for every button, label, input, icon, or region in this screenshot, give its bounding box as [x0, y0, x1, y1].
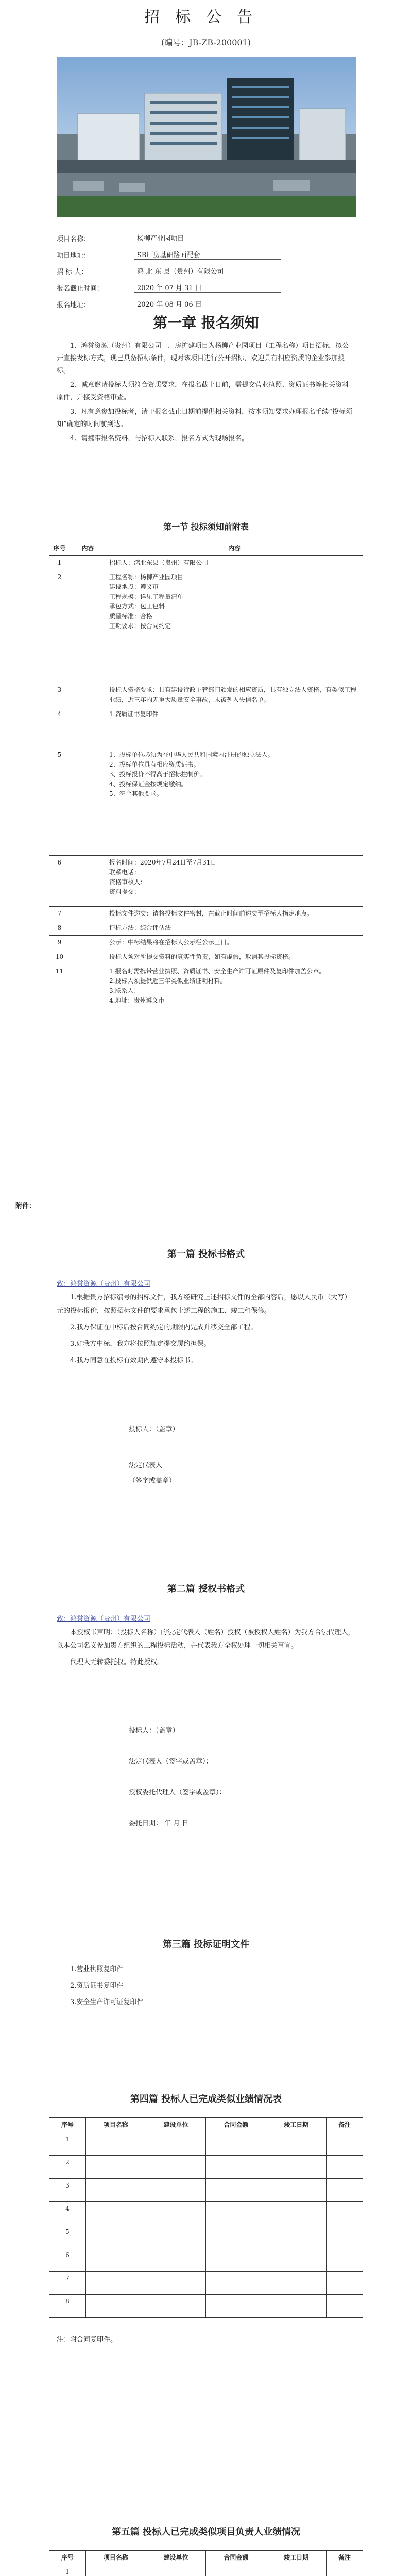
table-row: [49, 541, 363, 556]
column-header: 建设单位: [146, 2551, 206, 2565]
table-cell-content: 招标人：鸿北东县（贵州）有限公司: [106, 556, 363, 570]
table-cell-n: 2: [49, 570, 70, 683]
table-cell-item: [70, 964, 106, 1041]
addressee: 致：鸿誉资源（贵州）有限公司: [57, 1280, 151, 1288]
table-cell-item: [70, 683, 106, 707]
table-cell-item: [70, 936, 106, 950]
column-header: 竣工日期: [266, 2551, 327, 2565]
table-cell: [327, 2132, 363, 2156]
table-row: [49, 921, 363, 936]
table-cell: [327, 2225, 363, 2248]
performance-table: [49, 2117, 363, 2318]
table-cell: [85, 2295, 146, 2318]
table-row: [49, 556, 363, 570]
table-cell: [146, 2156, 206, 2179]
table-cell: [206, 2295, 266, 2318]
table-cell-n: 7: [49, 907, 70, 921]
column-header: 序号: [49, 2551, 86, 2565]
table-cell: [146, 2179, 206, 2202]
info-row: 项目名称： 杨柳产业园项目: [57, 227, 355, 243]
table-cell: 1: [49, 2132, 86, 2156]
table-cell-content: 1.资质证书复印件: [106, 707, 363, 748]
table-cell: [206, 2179, 266, 2202]
table-cell-content: 公示：中标结果将在招标人公示栏公示三日。: [106, 936, 363, 950]
table-cell-content: 工程名称：杨柳产业园项目 建设地点：遵义市 工程规模：详见工程量清单 承包方式：包工包料 质量标准：合格 工期要求：按合同约定: [106, 570, 363, 683]
table-cell-n: 10: [49, 950, 70, 964]
table-cell-item: [70, 856, 106, 907]
table-row: [49, 950, 363, 964]
column-header: 项目名称: [85, 2551, 146, 2565]
table-cell: [327, 2272, 363, 2295]
table-cell-content: 报名时间：2020年7月24日至7月31日 联系电话： 资格审核人： 资料提交：: [106, 856, 363, 907]
document-title: 招标公告: [144, 8, 268, 26]
manager-performance-table: [49, 2550, 363, 2576]
table-row: [49, 2248, 363, 2272]
column-header: 备注: [327, 2118, 363, 2132]
table-row: [49, 707, 363, 748]
table-row: [49, 856, 363, 907]
table-cell-item: [70, 950, 106, 964]
table-row: [49, 2272, 363, 2295]
table-title: 第一节 投标须知前附表: [163, 522, 249, 532]
table-cell: [146, 2132, 206, 2156]
info-row: 报名截止时间： 2020 年 07 月 31 日: [57, 276, 355, 293]
column-header: 备注: [327, 2551, 363, 2565]
table-cell: [85, 2248, 146, 2272]
table-cell: [85, 2225, 146, 2248]
table-row: [49, 936, 363, 950]
table-cell-content: 投标文件递交：请将投标文件密封，在截止时间前递交至招标人指定地点。: [106, 907, 363, 921]
table-cell: [85, 2272, 146, 2295]
table-cell: [146, 2295, 206, 2318]
table-cell: [266, 2202, 327, 2225]
table-cell: 2: [49, 2156, 86, 2179]
table-cell-n: 1: [49, 556, 70, 570]
table-cell-item: [70, 570, 106, 683]
table-cell: [206, 2225, 266, 2248]
table-cell-content: 1.报名时需携带营业执照、资质证书、安全生产许可证原件及复印件加盖公章。 2.投标人须提供近三年类似业绩证明材料。 3.联系人： 4.地址：贵州遵义市: [106, 964, 363, 1041]
table-row: [49, 2156, 363, 2179]
table-cell: [266, 2272, 327, 2295]
table-cell: [146, 2565, 206, 2576]
column-header: 建设单位: [146, 2118, 206, 2132]
table-cell: [266, 2132, 327, 2156]
table-row: [49, 907, 363, 921]
section-title: 第四篇 投标人已完成类似业绩情况表: [130, 2094, 282, 2105]
table-cell: 3: [49, 2179, 86, 2202]
table-cell: [146, 2202, 206, 2225]
column-header: 项目名称: [85, 2118, 146, 2132]
table-row: [49, 748, 363, 856]
table-row: [49, 2202, 363, 2225]
table-cell-item: 内容: [70, 541, 106, 556]
table-cell: [266, 2565, 327, 2576]
table-cell: [85, 2132, 146, 2156]
table-note: 注：附合同复印件。: [57, 2336, 117, 2344]
table-row: [49, 964, 363, 1041]
table-cell: [146, 2225, 206, 2248]
table-cell: 4: [49, 2202, 86, 2225]
table-cell-n: 序号: [49, 541, 70, 556]
table-cell: [327, 2202, 363, 2225]
table-cell: [85, 2179, 146, 2202]
table-cell: [327, 2565, 363, 2576]
table-cell-content: 内容: [106, 541, 363, 556]
table-cell: [266, 2248, 327, 2272]
table-cell: [85, 2202, 146, 2225]
table-cell-item: [70, 556, 106, 570]
table-cell: [206, 2132, 266, 2156]
attachment-label: 附件：: [15, 1202, 36, 1210]
section-title: 第一篇 投标书格式: [167, 1249, 245, 1260]
table-cell-n: 4: [49, 707, 70, 748]
table-row: [49, 570, 363, 683]
table-row: [49, 2565, 363, 2576]
intro-text: 1、鸿誉资源（贵州）有限公司一厂房扩建项目为杨柳产业园项目（工程名称）项目招标，拟公开直接发标方式，现已具备招标条件，现对该项目进行公开招标，欢迎具有相应资质的企业参加投标。 2、诚意邀请投标人须符合资质要求，在报名截止日前，需提交营业执照、资质证书等相关资料原件，并接受资格审查。 3、凡有意参加投标者，请于报名截止日期前提供相关资料，按本须知要求办理报名手续“投标须知”确定的时间前到达。 4、请携带报名资料，与招标人联系，报名方式为现场报名。: [57, 342, 352, 443]
table-cell: [206, 2248, 266, 2272]
table-cell-n: 3: [49, 683, 70, 707]
table-cell-content: 投标人资格要求：具有建设行政主管部门颁发的相应资质，具有独立法人资格，有类似工程业绩，近三年内无重大质量安全事故，未被列入失信名单。: [106, 683, 363, 707]
table-row: [49, 2295, 363, 2318]
table-cell: [327, 2295, 363, 2318]
chapter-title: 第一章 报名须知: [153, 314, 259, 331]
table-cell: [85, 2565, 146, 2576]
column-header: 序号: [49, 2118, 86, 2132]
table-cell-content: 投标人须对所提交资料的真实性负责，如有虚假，取消其投标资格。: [106, 950, 363, 964]
table-row: [49, 2132, 363, 2156]
table-row: [49, 2179, 363, 2202]
signature-block: 投标人：（盖章） 法定代表人（签字或盖章）： 授权委托代理人（签字或盖章）： 委托日期： 年 月 日: [129, 1727, 226, 1827]
table-cell-n: 6: [49, 856, 70, 907]
table-row: [49, 2225, 363, 2248]
section-body: 致：鸿誉资源（贵州）有限公司 1.根据贵方招标编号的招标文件，我方经研究上述招标文件的全部内容后，愿以人民币（大写）元的投标报价，按照招标文件的要求承包上述工程的施工、竣工和保修。 2.我方保证在中标后按合同约定的期限内完成并移交全部工程。 3.如我方中标，我方将按照规定提交履约担保。 4.我方同意在投标有效期内遵守本投标书。: [57, 1278, 355, 1370]
signature-block: 投标人：（盖章） 法定代表人 （签字或盖章）: [129, 1426, 179, 1485]
table-cell: [85, 2156, 146, 2179]
column-header: 合同金额: [206, 2551, 266, 2565]
table-cell-content: 评标方法：综合评估法: [106, 921, 363, 936]
requirements-table: [49, 541, 363, 1041]
section-title: 第二篇 授权书格式: [167, 1584, 245, 1595]
info-row: 报名地址： 2020 年 08 月 06 日: [57, 293, 355, 309]
table-cell-n: 8: [49, 921, 70, 936]
section-title: 第五篇 投标人已完成类似项目负责人业绩情况: [111, 2527, 301, 2537]
info-row: 招 标 人： 鸿 北 东 县（贵州）有限公司: [57, 260, 355, 276]
section-body: 致：鸿誉资源（贵州）有限公司 本授权书声明：（投标人名称）的法定代表人（姓名）授权（被授权人姓名）为我方合法代理人，以本公司名义参加贵方组织的工程投标活动，并代表我方全权处理一切相关事宜。 代理人无转委托权。特此授权。: [57, 1613, 355, 1672]
table-cell: [327, 2248, 363, 2272]
table-cell: [206, 2272, 266, 2295]
table-cell: 6: [49, 2248, 86, 2272]
table-cell: [146, 2248, 206, 2272]
cover-photo: [57, 57, 356, 217]
table-cell-item: [70, 907, 106, 921]
table-cell: [266, 2179, 327, 2202]
project-info: [57, 227, 355, 309]
table-cell-content: 1、投标单位必须为在中华人民共和国境内注册的独立法人。 2、投标单位具有相应资质证书。 3、投标报价不得高于招标控制价。 4、投标保证金按规定缴纳。 5、符合其他要求。: [106, 748, 363, 856]
section-body: 1.营业执照复印件 2.资质证书复印件 3.安全生产许可证复印件: [70, 1965, 144, 2006]
table-cell: [206, 2156, 266, 2179]
table-cell: [327, 2179, 363, 2202]
column-header: 合同金额: [206, 2118, 266, 2132]
table-cell: 1: [49, 2565, 86, 2576]
table-cell-item: [70, 748, 106, 856]
document-code: (编号：JB-ZB-200001): [161, 38, 251, 47]
table-cell: [266, 2225, 327, 2248]
table-cell-n: 11: [49, 964, 70, 1041]
info-row: 项目地址： SB厂房基础路面配套: [57, 243, 355, 260]
table-row: [49, 683, 363, 707]
section-title: 第三篇 投标证明文件: [162, 1939, 250, 1950]
table-cell: [327, 2156, 363, 2179]
table-cell-item: [70, 707, 106, 748]
table-cell-item: [70, 921, 106, 936]
industrial-park-image: [57, 57, 356, 217]
table-cell: [266, 2295, 327, 2318]
table-cell: [206, 2565, 266, 2576]
table-cell-n: 5: [49, 748, 70, 856]
table-cell: [206, 2202, 266, 2225]
table-cell-n: 9: [49, 936, 70, 950]
table-cell: 8: [49, 2295, 86, 2318]
table-cell: [146, 2272, 206, 2295]
table-cell: [266, 2156, 327, 2179]
column-header: 竣工日期: [266, 2118, 327, 2132]
table-cell: 7: [49, 2272, 86, 2295]
table-cell: 5: [49, 2225, 86, 2248]
addressee: 致：鸿誉资源（贵州）有限公司: [57, 1615, 151, 1623]
